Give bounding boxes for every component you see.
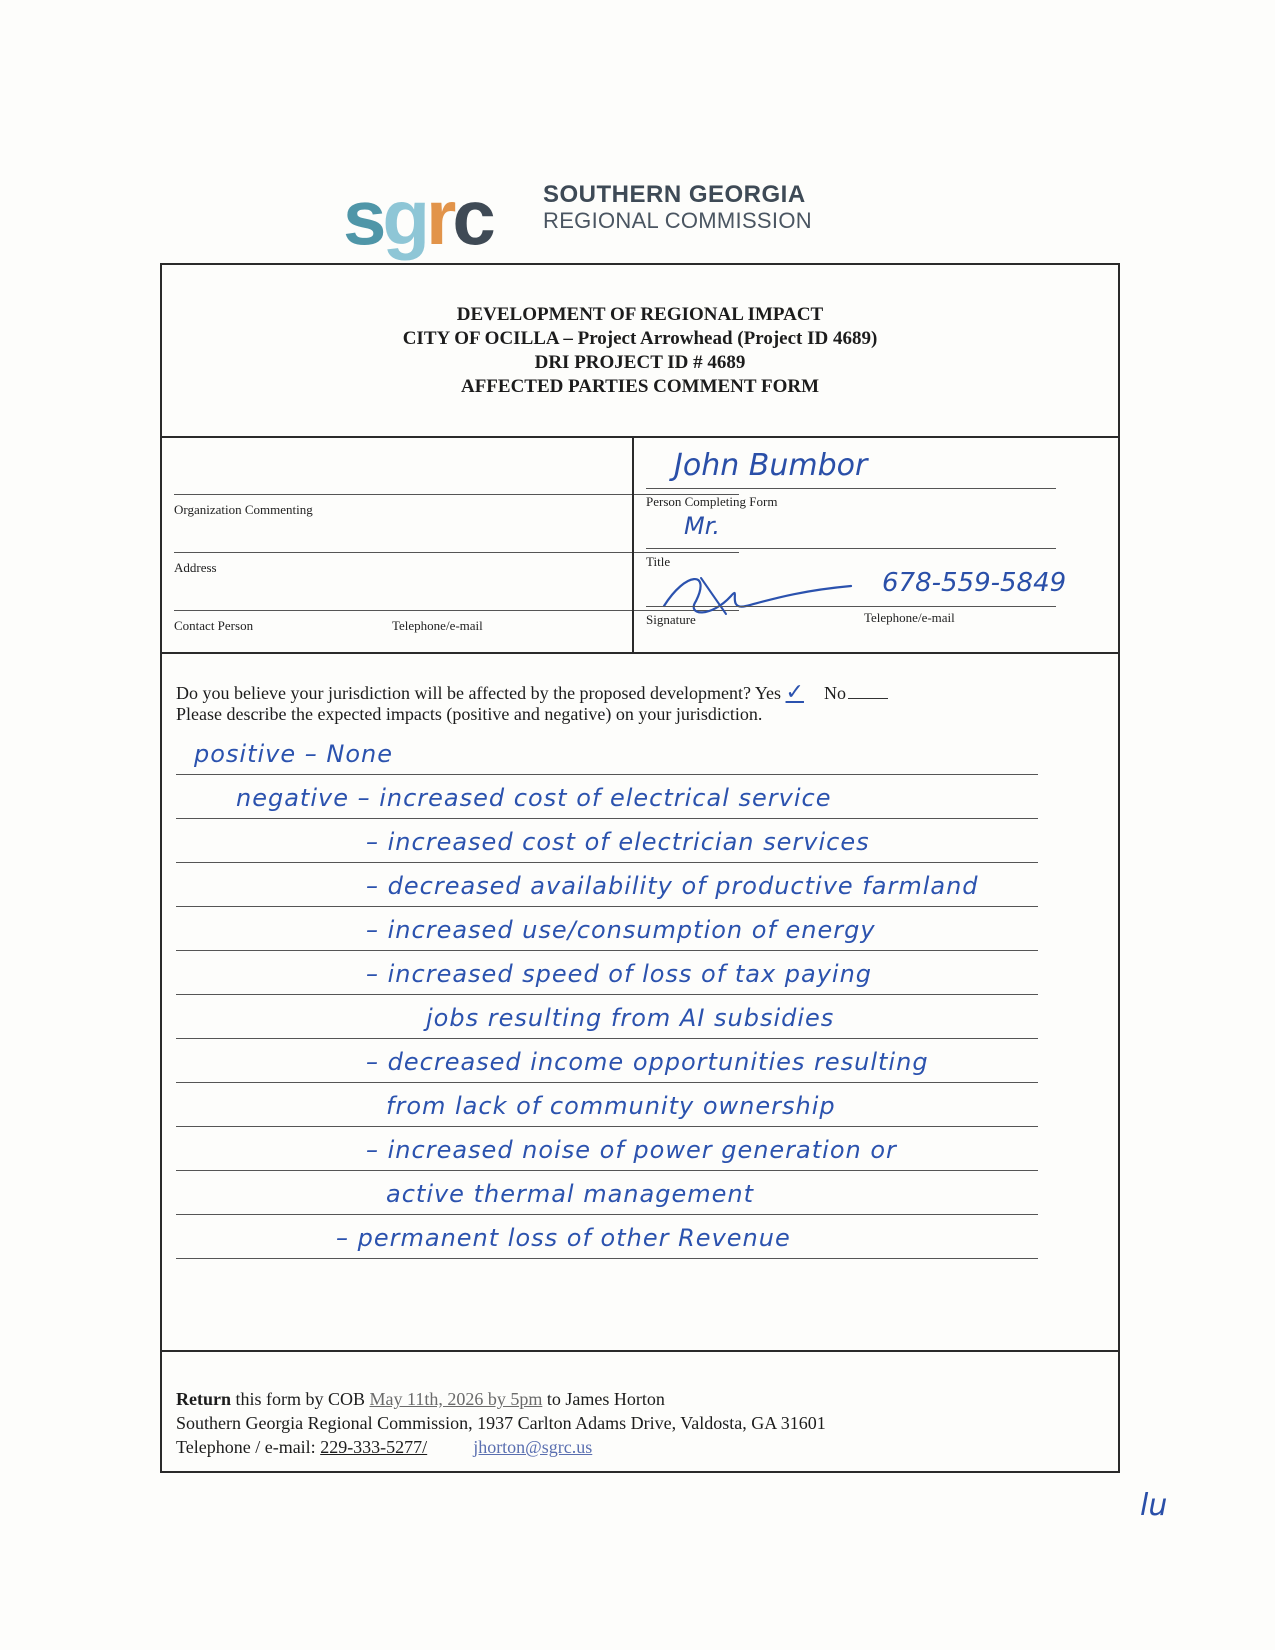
signature-label: Signature <box>646 612 696 627</box>
comment-rule <box>176 950 1038 951</box>
contact-phone: 229-333-5277/ <box>320 1437 428 1457</box>
comment-rule <box>176 1126 1038 1127</box>
left-telephone-label: Telephone/e-mail <box>392 618 483 633</box>
comment-text: negative – increased cost of electrical service <box>236 784 832 812</box>
comment-text: – increased cost of electrician services <box>366 828 870 856</box>
commenting-organization-box <box>160 436 634 654</box>
affected-question <box>176 680 888 705</box>
return-bold: Return <box>176 1389 231 1409</box>
sgrc-logo <box>343 173 823 268</box>
logo-letter-c: c <box>452 173 492 261</box>
contact-person-label: Contact Person <box>174 618 254 633</box>
comment-text: – increased noise of power generation or <box>366 1136 897 1164</box>
logo-letter-g: g <box>382 173 427 261</box>
logo-wordmark <box>543 182 812 234</box>
comment-text: positive – None <box>194 740 394 768</box>
comment-rule <box>176 818 1038 819</box>
title-handwritten: Mr. <box>684 512 720 540</box>
logo-line2: REGIONAL COMMISSION <box>543 208 812 233</box>
person-completing-label: Person Completing Form <box>646 494 778 509</box>
title-line <box>646 548 1056 549</box>
person-line <box>646 488 1056 489</box>
telephone-handwritten: 678-559-5849 <box>882 568 1067 598</box>
organization-label: Organization Commenting <box>174 502 313 517</box>
comment-rule <box>176 906 1038 907</box>
return-text: this form by COB <box>231 1389 370 1409</box>
return-deadline: May 11th, 2026 by 5pm <box>369 1389 543 1409</box>
comment-text: – decreased availability of productive farmland <box>366 872 979 900</box>
comment-text: active thermal management <box>386 1180 754 1208</box>
comment-text: – decreased income opportunities resulting <box>366 1048 929 1076</box>
header-line3: DRI PROJECT ID # 4689 <box>534 352 746 373</box>
comment-text: from lack of community ownership <box>386 1092 836 1120</box>
return-recipient: to James Horton <box>542 1389 665 1409</box>
logo-letter-s: s <box>343 173 383 261</box>
logo-letter-r: r <box>426 173 453 261</box>
comment-rule <box>176 1258 1038 1259</box>
comment-rule <box>176 994 1038 995</box>
comment-text: – increased speed of loss of tax paying <box>366 960 873 988</box>
comment-rule <box>176 862 1038 863</box>
header-line2: CITY OF OCILLA – Project Arrowhead (Project ID 4689) <box>402 328 878 349</box>
page-mark-handwritten: lu <box>1140 1488 1168 1523</box>
comment-text: jobs resulting from AI subsidies <box>426 1004 835 1032</box>
return-line <box>176 1388 665 1411</box>
right-telephone-label: Telephone/e-mail <box>864 610 955 625</box>
return-contact <box>176 1436 592 1459</box>
describe-impacts-prompt: Please describe the expected impacts (positive and negative) on your jurisdiction. <box>176 704 763 724</box>
title-label: Title <box>646 554 671 569</box>
comment-rule <box>176 774 1038 775</box>
comment-rule <box>176 1038 1038 1039</box>
person-name-handwritten: John Bumbor <box>674 448 868 483</box>
comment-rule <box>176 1214 1038 1215</box>
form-header-box <box>160 263 1120 438</box>
no-blank <box>848 698 888 699</box>
logo-line1: SOUTHERN GEORGIA <box>543 181 806 208</box>
comment-text: – increased use/consumption of energy <box>366 916 876 944</box>
contact-email-link[interactable]: jhorton@sgrc.us <box>473 1437 593 1457</box>
yes-checkmark: ✓ <box>785 679 804 704</box>
logo-letters <box>343 172 492 262</box>
signature-line <box>646 606 1056 607</box>
contact-prefix: Telephone / e-mail: <box>176 1437 321 1457</box>
header-line4: AFFECTED PARTIES COMMENT FORM <box>460 376 820 397</box>
affected-question-text: Do you believe your jurisdiction will be affected by the proposed development? Yes <box>176 683 786 703</box>
comment-rule <box>176 1170 1038 1171</box>
comment-text: – permanent loss of other Revenue <box>336 1224 791 1252</box>
address-label: Address <box>174 560 217 575</box>
return-address: Southern Georgia Regional Commission, 1937 Carlton Adams Drive, Valdosta, GA 31601 <box>176 1413 826 1433</box>
header-line1: DEVELOPMENT OF REGIONAL IMPACT <box>456 304 824 325</box>
no-label: No <box>819 683 847 703</box>
comment-rule <box>176 1082 1038 1083</box>
person-completing-box <box>632 436 1120 654</box>
